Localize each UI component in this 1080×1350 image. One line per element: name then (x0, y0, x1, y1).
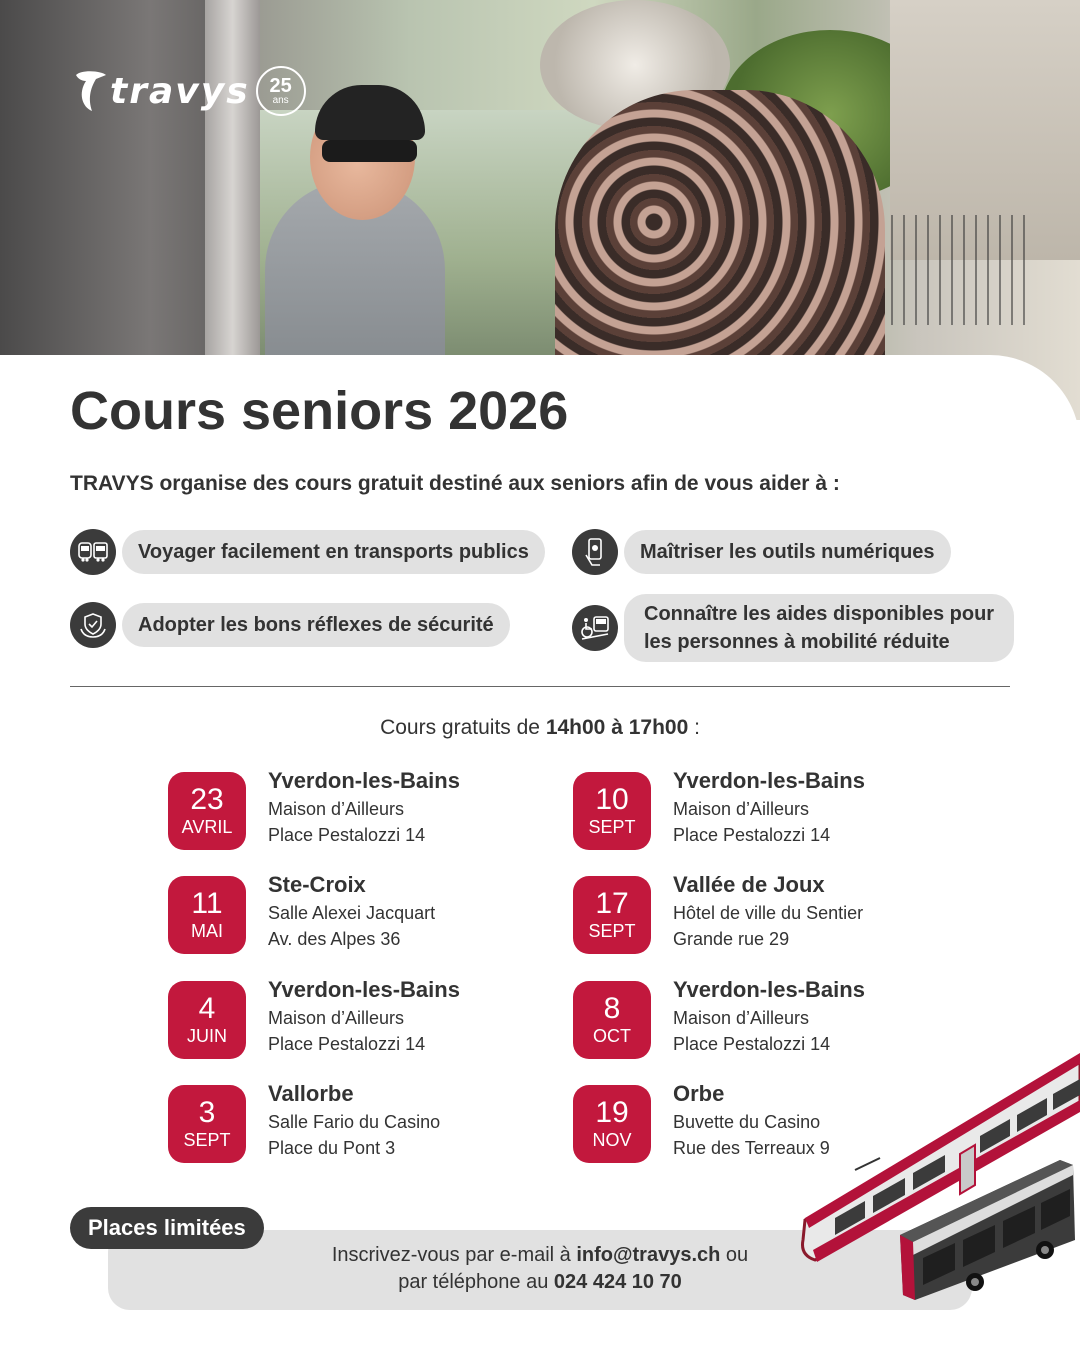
feature-security-label: Adopter les bons réflexes de sécurité (122, 603, 510, 647)
register-email-prefix: Inscrivez-vous par e-mail à (331, 1244, 577, 1266)
train-bus-icon (70, 529, 116, 575)
feature-transport-label: Voyager facilement en transports publics (122, 530, 545, 574)
feature-mobility-label (624, 594, 1014, 662)
schedule-suffix: : (688, 716, 700, 739)
feature-mobility-label-line1: Connaître les aides disponibles pour (644, 603, 995, 625)
event-month: SEPT (588, 921, 636, 941)
event-day: 4 (198, 992, 216, 1025)
logo-wordmark: travys (110, 70, 250, 112)
event-info (268, 1079, 440, 1161)
event-item (168, 977, 460, 1059)
date-badge (168, 876, 246, 954)
event-item (573, 1081, 830, 1163)
event-item (573, 872, 864, 954)
register-phone-link[interactable]: 024 424 10 70 (553, 1271, 682, 1293)
event-month: JUIN (187, 1026, 227, 1046)
event-month: NOV (592, 1130, 632, 1150)
event-day: 3 (198, 1096, 216, 1129)
event-address: Rue des Terreaux 9 (673, 1138, 830, 1158)
event-month: SEPT (183, 1130, 231, 1150)
feature-digital (572, 529, 951, 575)
badge-text: ans (272, 95, 289, 106)
date-badge (573, 1085, 651, 1163)
register-phone-prefix: par téléphone au (398, 1271, 554, 1293)
event-address: Place Pestalozzi 14 (673, 1034, 831, 1054)
event-info (268, 975, 460, 1057)
page-title: Cours seniors 2026 (70, 381, 569, 441)
event-city: Ste-Croix (268, 872, 366, 897)
event-address: Place Pestalozzi 14 (673, 825, 831, 845)
date-badge (168, 772, 246, 850)
feature-mobility (572, 594, 1014, 662)
feature-security (70, 602, 510, 648)
event-item (168, 1081, 441, 1163)
event-info (268, 870, 435, 952)
event-city: Vallée de Joux (673, 872, 825, 897)
event-day: 23 (190, 783, 224, 816)
event-item (168, 768, 460, 850)
anniversary-badge (256, 66, 306, 116)
feature-digital-label: Maîtriser les outils numériques (624, 530, 951, 574)
event-address: Grande rue 29 (673, 929, 790, 949)
shield-hands-icon (70, 602, 116, 648)
date-badge (168, 981, 246, 1059)
schedule-subtitle (0, 716, 1080, 740)
event-day: 10 (595, 783, 629, 816)
event-city: Orbe (673, 1081, 725, 1106)
travys-logo-mark-icon (72, 69, 108, 113)
date-badge (573, 772, 651, 850)
event-item (573, 977, 865, 1059)
event-month: AVRIL (181, 817, 233, 837)
feature-transport (70, 529, 545, 575)
date-badge (168, 1085, 246, 1163)
driver-sunglasses (322, 140, 417, 162)
places-limited-badge: Places limitées (70, 1207, 264, 1249)
event-venue: Salle Alexei Jacquart (268, 903, 436, 923)
event-venue: Hôtel de ville du Sentier (673, 903, 864, 923)
smartphone-hand-icon (572, 529, 618, 575)
wheelchair-ramp-icon (572, 605, 618, 651)
event-item (168, 872, 436, 954)
event-day: 11 (191, 887, 223, 920)
event-city: Yverdon-les-Bains (268, 977, 460, 1002)
schedule-prefix: Cours gratuits de (380, 716, 546, 739)
badge-number: 25 (269, 75, 292, 97)
event-day: 8 (603, 992, 621, 1025)
event-address: Place Pestalozzi 14 (268, 1034, 426, 1054)
register-email-link[interactable]: info@travys.ch (576, 1244, 721, 1266)
schedule-hours: 14h00 à 17h00 (545, 716, 689, 739)
event-venue: Maison d’Ailleurs (268, 799, 405, 819)
event-month: OCT (593, 1026, 631, 1046)
event-city: Yverdon-les-Bains (268, 768, 460, 793)
date-badge (573, 981, 651, 1059)
event-address: Place Pestalozzi 14 (268, 825, 426, 845)
event-address: Place du Pont 3 (268, 1138, 396, 1158)
event-info (673, 766, 865, 848)
date-badge (573, 876, 651, 954)
event-city: Yverdon-les-Bains (673, 768, 865, 793)
event-info (673, 975, 865, 1057)
event-item (573, 768, 865, 850)
event-city: Yverdon-les-Bains (673, 977, 865, 1002)
event-month: SEPT (588, 817, 636, 837)
event-venue: Maison d’Ailleurs (268, 1008, 405, 1028)
event-city: Vallorbe (268, 1081, 354, 1106)
event-venue: Salle Fario du Casino (268, 1112, 441, 1132)
train-bus-illustration (795, 1050, 1080, 1305)
driver-cap (315, 85, 425, 140)
event-address: Av. des Alpes 36 (268, 929, 401, 949)
register-email-suffix: ou (720, 1244, 749, 1266)
event-day: 19 (595, 1096, 629, 1129)
event-day: 17 (595, 887, 629, 920)
feature-mobility-label-line2: les personnes à mobilité réduite (644, 631, 950, 653)
intro-text: TRAVYS organise des cours gratuit destiné aux seniors afin de vous aider à : (70, 472, 840, 495)
event-venue: Maison d’Ailleurs (673, 799, 810, 819)
event-info (268, 766, 460, 848)
travys-logo (72, 66, 306, 116)
event-month: MAI (190, 921, 223, 941)
event-info (673, 870, 863, 952)
event-venue: Buvette du Casino (673, 1112, 821, 1132)
event-venue: Maison d’Ailleurs (673, 1008, 810, 1028)
section-divider (70, 686, 1010, 687)
